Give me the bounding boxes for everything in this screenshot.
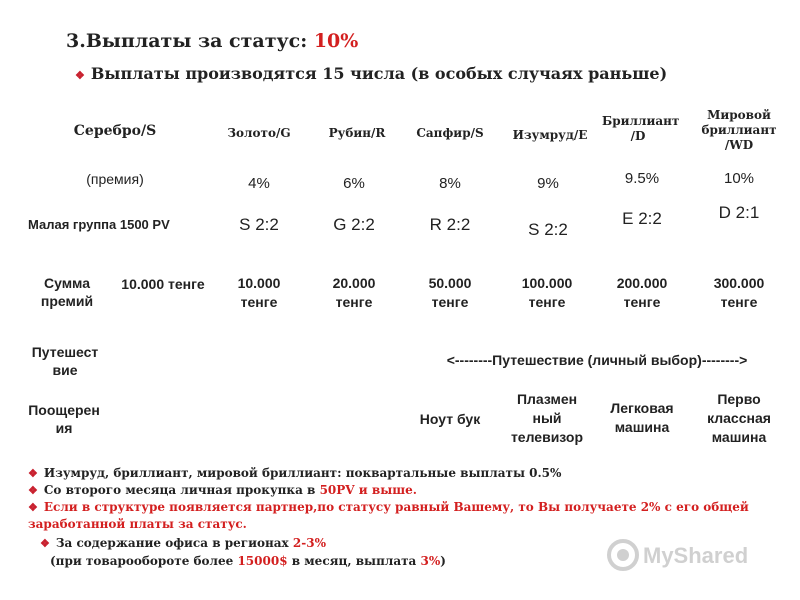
bonus-label: (премия) xyxy=(86,171,144,187)
watermark-logo-icon xyxy=(605,535,765,575)
travel-label: Путешест вие xyxy=(31,344,99,378)
note-personal-purchase-text: Со второго месяца личная прокупка в xyxy=(43,483,320,497)
note-turnover-amount: 15000$ xyxy=(237,554,288,568)
sum-gold: 10.000 тенге xyxy=(237,275,281,310)
watermark-text: MyShared xyxy=(643,543,749,568)
sum-emerald: 100.000 тенге xyxy=(521,275,573,310)
bonus-ruby: 6% xyxy=(343,175,365,192)
sum-label: Сумма премий xyxy=(40,275,94,309)
small-group-sapphire: R 2:2 xyxy=(429,215,471,234)
note-quarterly-text: Изумруд, бриллиант, мировой бриллиант: поквартальные выплаты 0.5% xyxy=(43,466,562,480)
small-group-diamond: E 2:2 xyxy=(622,209,662,228)
diamond-bullet-icon: ❖ xyxy=(28,501,38,514)
reward-tv: Плазмен ный телевизор xyxy=(510,391,584,445)
sum-sapphire: 50.000 тенге xyxy=(428,275,472,310)
bonus-emerald: 9% xyxy=(537,175,559,192)
note-personal-purchase xyxy=(28,482,748,499)
note-office-highlight: 2-3% xyxy=(292,536,326,550)
sum-world-diamond: 300.000 тенге xyxy=(713,275,765,310)
myshared-watermark xyxy=(605,535,765,575)
status-world-diamond: Мировой бриллиант /WD xyxy=(701,108,777,152)
status-diamond: Бриллиант /D xyxy=(602,114,680,143)
subtitle xyxy=(75,64,667,83)
note-turnover-e: ) xyxy=(440,554,446,568)
status-emerald: Изумруд/E xyxy=(512,128,588,142)
reward-car: Легковая машина xyxy=(610,400,674,435)
diamond-bullet-icon: ❖ xyxy=(75,69,85,82)
diamond-bullet-icon: ❖ xyxy=(28,467,38,480)
small-group-ruby: G 2:2 xyxy=(333,215,375,234)
title-prefix: 3.Выплаты за статус: xyxy=(66,30,314,52)
bonus-gold: 4% xyxy=(248,175,270,192)
reward-label: Поощерен ия xyxy=(28,402,100,436)
bonus-diamond: 9.5% xyxy=(624,170,660,187)
status-silver: Серебро/S xyxy=(73,123,157,139)
diamond-bullet-icon: ❖ xyxy=(28,484,38,497)
status-gold: Золото/G xyxy=(227,126,291,140)
sum-ruby: 20.000 тенге xyxy=(332,275,376,310)
note-partner-text: Если в структуре появляется партнер,по статусу равный Вашему, то Вы получаете 2% с его общей заработанной платы за статус. xyxy=(28,500,749,531)
note-turnover-c: в месяц, выплата xyxy=(287,554,421,568)
note-office-text: За содержание офиса в регионах xyxy=(55,536,293,550)
small-group-label: Малая группа 1500 PV xyxy=(28,217,170,232)
small-group-gold: S 2:2 xyxy=(239,215,279,234)
sum-diamond: 200.000 тенге xyxy=(616,275,668,310)
status-sapphire: Сапфир/S xyxy=(416,126,484,140)
reward-laptop: Ноут бук xyxy=(419,411,481,427)
note-turnover xyxy=(50,553,610,570)
bonus-world-diamond: 10% xyxy=(723,170,755,187)
reward-first-class-car: Перво классная машина xyxy=(707,391,771,445)
note-turnover-a: (при товарообороте более xyxy=(50,554,238,568)
title-percent: 10% xyxy=(313,30,359,52)
subtitle-text: Выплаты производятся 15 числа (в особых случаях раньше) xyxy=(90,64,668,83)
note-partner xyxy=(28,499,758,533)
small-group-emerald: S 2:2 xyxy=(528,220,568,239)
small-group-world-diamond: D 2:1 xyxy=(718,203,760,222)
bonus-sapphire: 8% xyxy=(439,175,461,192)
note-personal-purchase-highlight: 50PV и выше. xyxy=(319,483,417,497)
diamond-bullet-icon: ❖ xyxy=(40,537,50,550)
note-office xyxy=(40,535,600,552)
status-ruby: Рубин/R xyxy=(328,126,386,140)
travel-value: <--------Путешествие (личный выбор)--------> xyxy=(446,352,748,368)
sum-silver: 10.000 тенге xyxy=(121,276,205,292)
note-quarterly xyxy=(28,465,748,482)
slide-title xyxy=(66,30,358,52)
note-turnover-percent: 3% xyxy=(420,554,441,568)
